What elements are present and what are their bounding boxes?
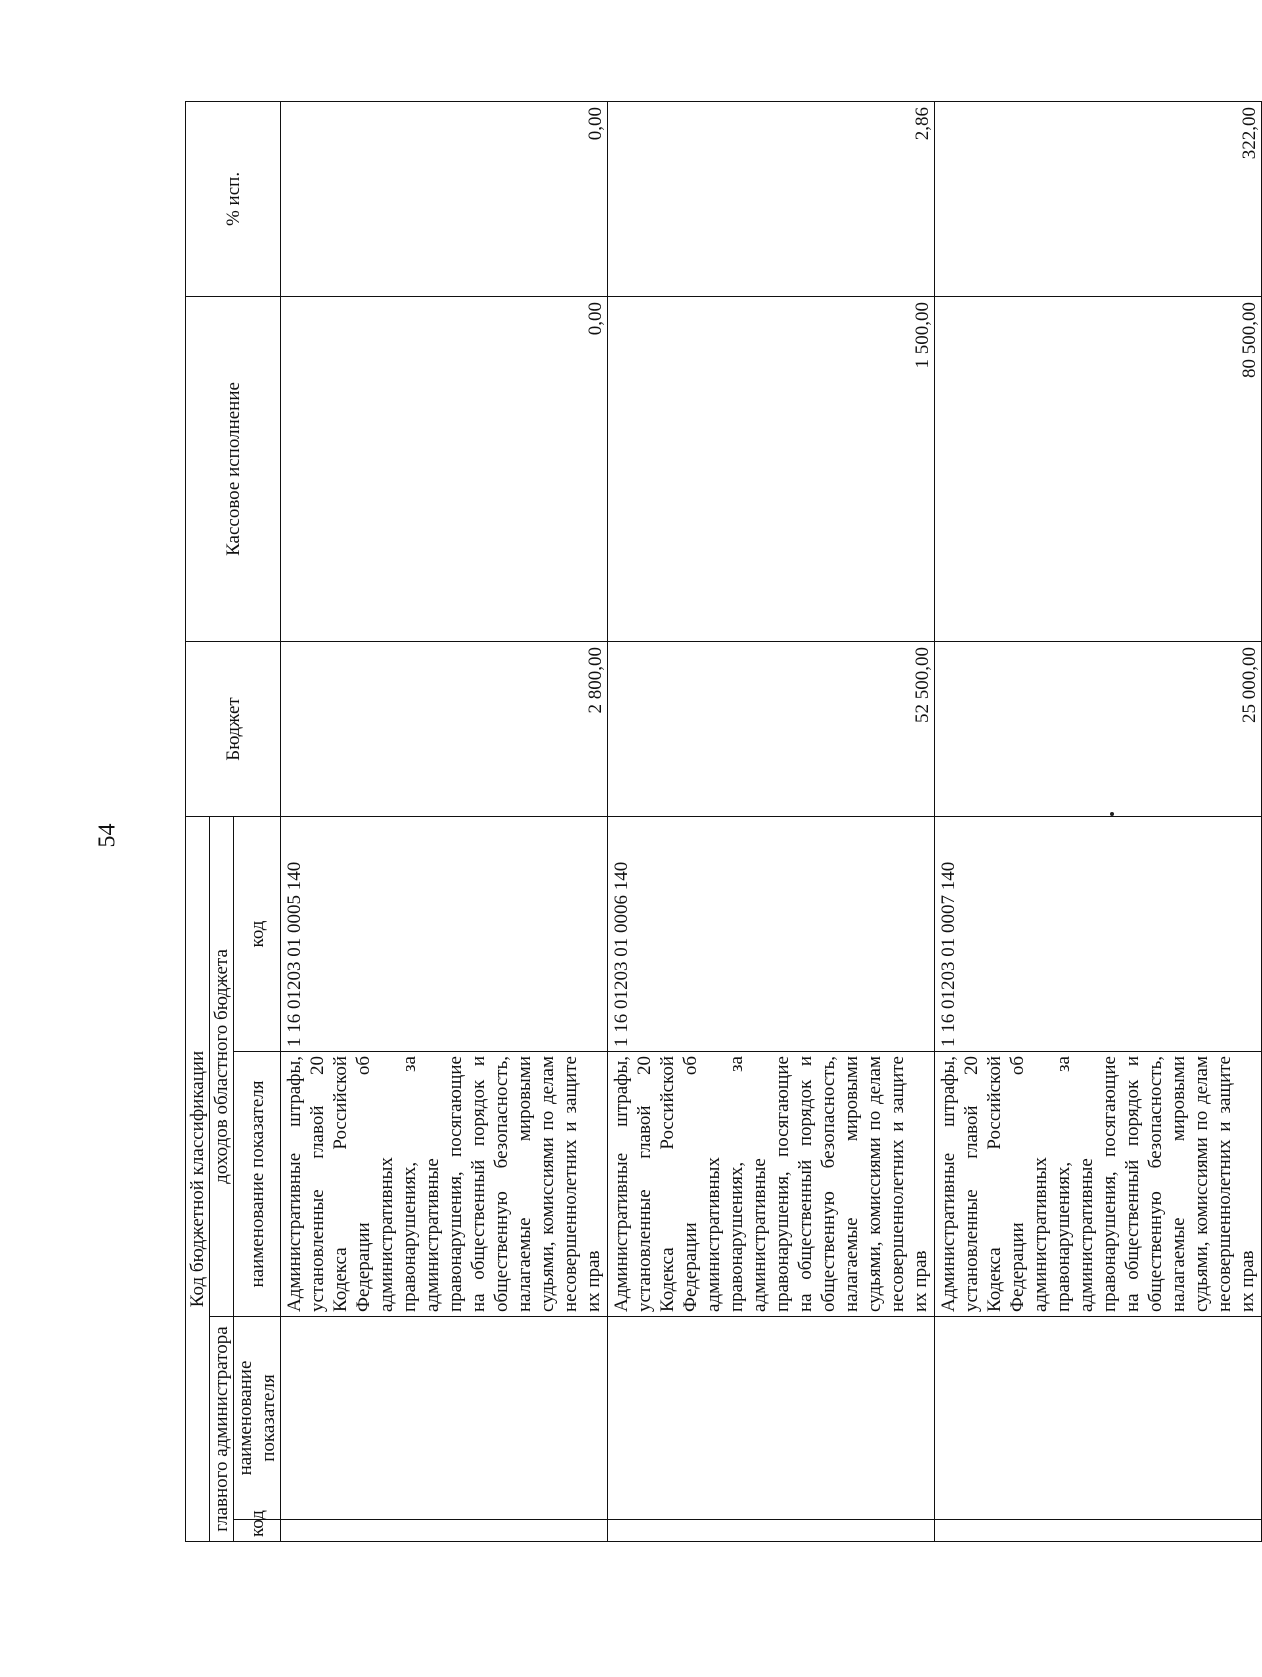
indicator-name: Административные штрафы, установленные главой 20 Кодекса Российской Федерации об административных правонарушениях, за административные правонарушения, посягающие на общественный порядок и общественную безопасность, налагаемые мировыми судьями, комиссиями по делам несовершеннолетних и защите их прав	[608, 1052, 935, 1317]
budget-table	[185, 101, 1262, 1542]
header-cash-execution: Кассовое исполнение	[186, 296, 281, 641]
budget-value: 25 000,00	[935, 641, 1262, 816]
admin-code-cell	[935, 1520, 1262, 1542]
header-income-code: код	[234, 816, 281, 1051]
admin-name-cell	[935, 1317, 1262, 1520]
header-main-administrator: главного администратора	[210, 1317, 234, 1542]
percent-value: 2,86	[608, 101, 935, 296]
table-row	[935, 101, 1262, 1541]
cash-value: 80 500,00	[935, 296, 1262, 641]
cash-value: 0,00	[281, 296, 608, 641]
admin-name-cell	[608, 1317, 935, 1520]
header-admin-name: наименование показателя	[234, 1317, 281, 1520]
indicator-code: 1 16 01203 01 0006 140	[608, 816, 935, 1051]
header-regional-income: доходов областного бюджета	[210, 816, 234, 1316]
indicator-name: Административные штрафы, установленные главой 20 Кодекса Российской Федерации об административных правонарушениях, за административные правонарушения, посягающие на общественный порядок и общественную безопасность, налагаемые мировыми судьями, комиссиями по делам несовершеннолетних и защите их прав	[281, 1052, 608, 1317]
admin-code-cell	[281, 1520, 608, 1542]
admin-code-cell	[608, 1520, 935, 1542]
percent-value: 0,00	[281, 101, 608, 296]
budget-value: 52 500,00	[608, 641, 935, 816]
indicator-name: Административные штрафы, установленные главой 20 Кодекса Российской Федерации об административных правонарушениях, за административные правонарушения, посягающие на общественный порядок и общественную безопасность, налагаемые мировыми судьями, комиссиями по делам несовершеннолетних и защите их прав	[935, 1052, 1262, 1317]
header-percent-execution: % исп.	[186, 101, 281, 296]
admin-name-cell	[281, 1317, 608, 1520]
header-budget: Бюджет	[186, 641, 281, 816]
table-row	[608, 101, 935, 1541]
rotated-table-wrapper	[185, 102, 1260, 1542]
header-income-name: наименование показателя	[234, 1052, 281, 1317]
header-admin-code: код	[234, 1520, 281, 1542]
indicator-code: 1 16 01203 01 0007 140	[935, 816, 1262, 1051]
cash-value: 1 500,00	[608, 296, 935, 641]
indicator-code: 1 16 01203 01 0005 140	[281, 816, 608, 1051]
table-row	[281, 101, 608, 1541]
budget-value: 2 800,00	[281, 641, 608, 816]
header-budget-classification: Код бюджетной классификации	[186, 816, 210, 1541]
page-number: 54	[94, 823, 121, 848]
percent-value: 322,00	[935, 101, 1262, 296]
